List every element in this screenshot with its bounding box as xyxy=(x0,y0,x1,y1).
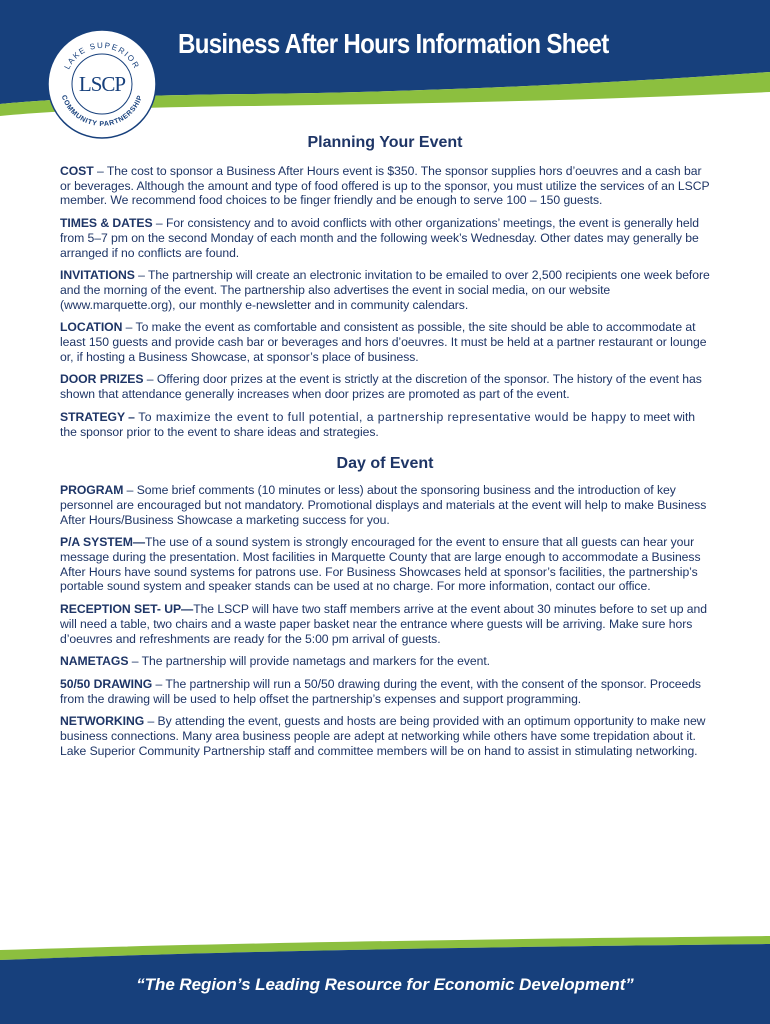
svg-text:LSCP: LSCP xyxy=(78,72,126,96)
section-heading-planning: Planning Your Event xyxy=(307,134,463,151)
paragraph-5050-drawing: 50/50 DRAWING – The partnership will run a 50/50 drawing during the event, with the consent of the sponsor. Proceeds from the drawing will be used to help offset the partnership’s expenses and support programming. xyxy=(60,676,701,706)
paragraph-door-prizes: DOOR PRIZES – Offering door prizes at the event is strictly at the discretion of the sponsor. The history of the event has shown that attendance generally increases when door prizes are promoted as part of the event. xyxy=(60,372,702,402)
label-strategy: STRATEGY xyxy=(60,409,125,424)
label-invitations: INVITATIONS xyxy=(60,268,135,283)
paragraph-pa-system: P/A SYSTEM—The use of a sound system is strongly encouraged for the event to ensure that all guests can hear your message during the presentation. Most facilities in Marquette County that are large enough to accommodate a Business After Hours have sound systems for patrons use. For Business Showcases held at sponsor’s facilities, the partnership’s portable sound system and speaker stands can be used at no charge. For more information, contact our office. xyxy=(60,535,701,594)
label-networking: NETWORKING xyxy=(60,714,145,729)
paragraph-nametags: NAMETAGS – The partnership will provide nametags and markers for the event. xyxy=(60,654,491,669)
paragraph-times-dates: TIMES & DATES – For consistency and to avoid conflicts with other organizations’ meetings, the event is generally held from 5–7 pm on the second Monday of each month and the following week’s Wednesday. Other dates may generally be arranged if no conflicts are found. xyxy=(60,216,700,260)
label-cost: COST xyxy=(60,164,94,178)
paragraph-location: LOCATION – To make the event as comfortable and consistent as possible, the site should be able to accommodate at least 150 guests and provide cash bar or beverages and hors d’oeuvres. It must be held at a partner restaurant or lounge or, if hosting a Business Showcase, at sponsor’s place of business. xyxy=(60,320,707,364)
page-title: Business After Hours Information Sheet xyxy=(178,28,609,59)
paragraph-reception-setup: RECEPTION SET- UP—The LSCP will have two staff members arrive at the event about 30 minutes before to set up and will need a table, two chairs and a waste paper basket near the entrance where guests will be arriving. Make sure hors d’oeuvres and refreshments are ready for the 5:00 pm arrival of guests. xyxy=(60,602,707,646)
section-heading-day-of-event: Day of Event xyxy=(336,455,434,473)
label-pa-system: P/A SYSTEM xyxy=(60,535,133,550)
svg-text:LAKE SUPERIOR: LAKE SUPERIOR xyxy=(62,40,142,71)
paragraph-strategy: STRATEGY – To maximize the event to full potential, a partnership representative would be happy to meet with the sponsor prior to the event to share ideas and strategies. xyxy=(60,409,696,439)
label-5050-drawing: 50/50 DRAWING xyxy=(60,676,153,691)
footer-wave-graphic xyxy=(0,922,770,1024)
header-banner xyxy=(0,0,770,130)
footer-banner xyxy=(0,922,770,1024)
label-times-dates: TIMES & DATES xyxy=(60,216,153,231)
svg-text:COMMUNITY PARTNERSHIP: COMMUNITY PARTNERSHIP xyxy=(59,94,145,129)
lscp-logo xyxy=(46,28,158,140)
label-program: PROGRAM xyxy=(60,483,124,498)
paragraph-cost: COST – The cost to sponsor a Business After Hours event is $350. The sponsor supplies hors d’oeuvres and a cash bar or beverages. Although the amount and type of food offered is up to the sponsor, you must utilize the services of an LSCP member. We recommend food choices to be finger friendly and be enough to serve 100 – 150 guests. xyxy=(60,164,710,208)
paragraph-networking: NETWORKING – By attending the event, guests and hosts are being provided with an optimum opportunity to make new business connections. Many area business people are adept at networking while others have some trepidation about it. Lake Superior Community Partnership staff and committee members will be on hand to assist in stimulating networking. xyxy=(60,714,706,758)
paragraph-program: PROGRAM – Some brief comments (10 minutes or less) about the sponsoring business and the introduction of key personnel are encouraged but not mandatory. Promotional displays and materials at the event will help to make Business After Hours/Business Showcase a marketing success for you. xyxy=(60,483,707,527)
document-body xyxy=(60,132,710,767)
footer-tagline: “The Region’s Leading Resource for Economic Development” xyxy=(136,975,634,994)
label-door-prizes: DOOR PRIZES xyxy=(60,372,144,387)
paragraph-invitations: INVITATIONS – The partnership will create an electronic invitation to be emailed to over 2,500 recipients one week before and the morning of the event. The partnership also advertises the event in social media, on our website (www.marquette.org), our monthly e-newsletter and in community calendars. xyxy=(60,268,710,312)
label-nametags: NAMETAGS xyxy=(60,654,129,669)
label-reception-setup: RECEPTION SET- UP xyxy=(60,602,182,617)
label-location: LOCATION xyxy=(60,320,123,335)
